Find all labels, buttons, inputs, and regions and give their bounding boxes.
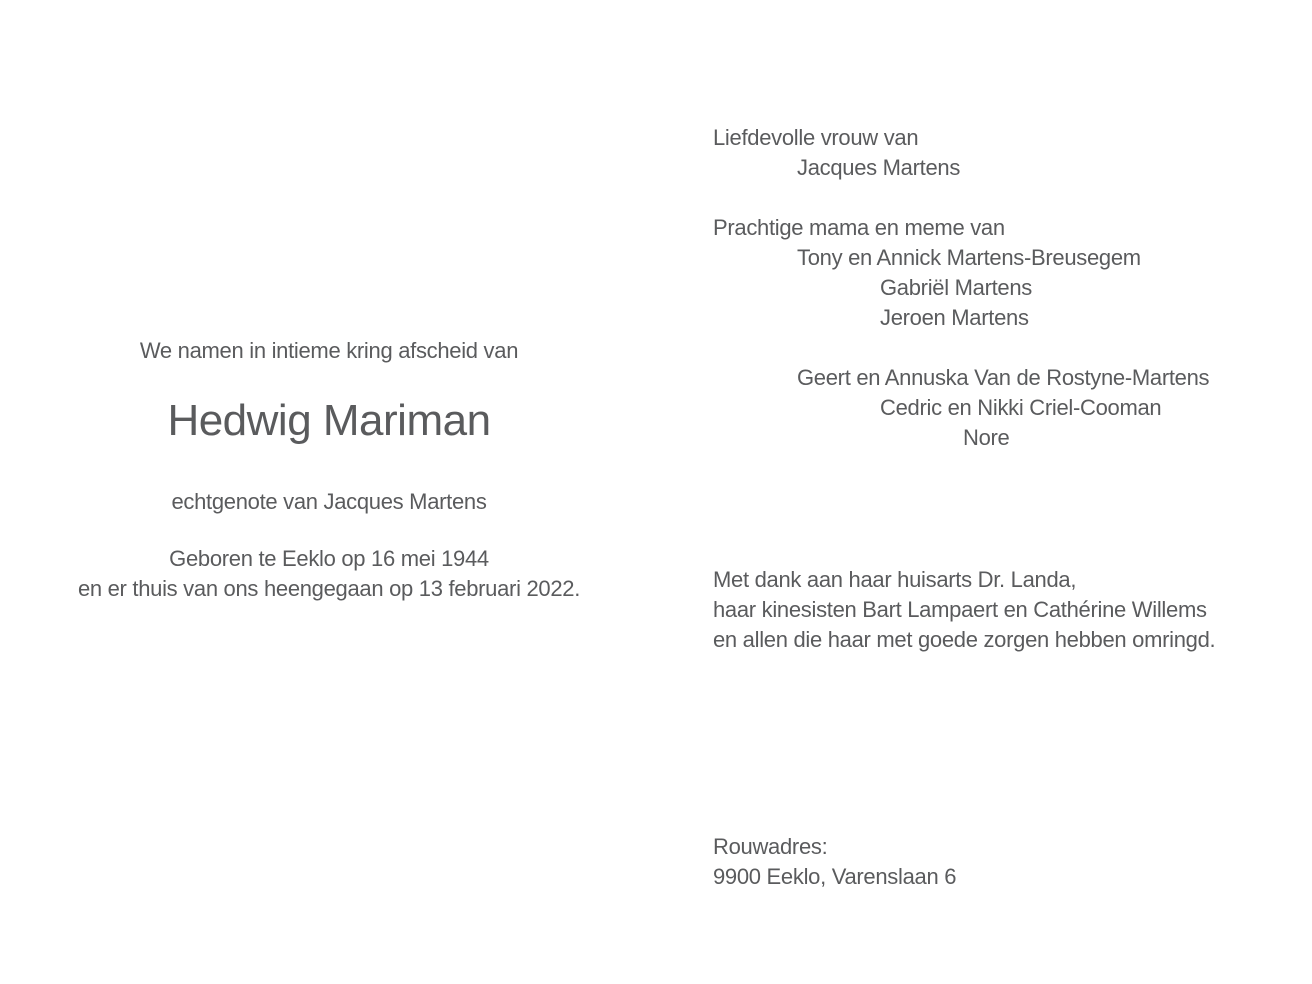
mourning-address-value: 9900 Eeklo, Varenslaan 6 [713,864,957,889]
birth-date-line: Geboren te Eeklo op 16 mei 1944 [169,546,489,571]
thanks-line: haar kinesisten Bart Lampaert en Cathérine Willems [713,597,1207,622]
spouse-name: Jacques Martens [797,155,961,180]
child-line: Jeroen Martens [880,305,1029,330]
life-dates [0,544,658,604]
thanks-line: Met dank aan haar huisarts Dr. Landa, [713,567,1077,592]
thanks-line: en allen die haar met goede zorgen hebben omringd. [713,627,1216,652]
mourning-address-label: Rouwadres: [713,834,828,859]
spouse-section [713,123,960,183]
family-section [713,213,1141,333]
deceased-name: Hedwig Mariman [167,396,491,445]
death-date-line: en er thuis van ons heengegaan op 13 februari 2022. [77,576,581,601]
child-line: Tony en Annick Martens-Breusegem [797,245,1141,270]
child-line: Gabriël Martens [880,275,1033,300]
grandchild-line: Cedric en Nikki Criel-Cooman [880,395,1162,420]
mourning-address-section [713,832,956,892]
farewell-intro: We namen in intieme kring afscheid van [139,338,519,363]
spouse-relation: echtgenote van Jacques Martens [171,489,487,514]
spouse-heading: Liefdevolle vrouw van [713,125,919,150]
thanks-section [713,565,1215,655]
grandchild-line: Geert en Annuska Van de Rostyne-Martens [797,365,1210,390]
grandchild-line: Nore [963,425,1010,450]
family-heading: Prachtige mama en meme van [713,215,1005,240]
grandchildren-section [713,363,1209,453]
